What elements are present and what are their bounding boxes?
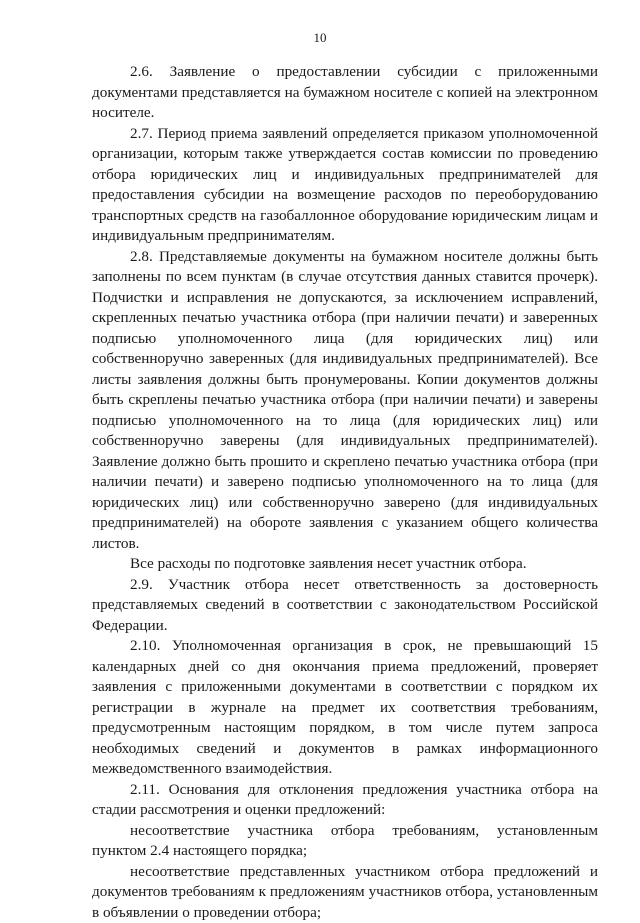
paragraph-2-8: 2.8. Представляемые документы на бумажном носителе должны быть заполнены по всем пунктам (в случае отсутствия данных ставится прочерк). Подчистки и исправления не допускаются, за исключением исправлений, скрепленных печатью участника отбора (при наличии печати) и заверенных подписью уполномоченного лица (для юридических лиц) или собственноручно заверенных (для индивидуальных предпринимателей). Все листы заявления должны быть пронумерованы. Копии документов должны быть скреплены печатью участника отбора (при наличии печати) и заверены подписью уполномоченного на то лица (для юридических лиц) или собственноручно заверены (для индивидуальных предпринимателей). Заявление должно быть прошито и скреплено печатью участника отбора (при наличии печати) и заверено подписью уполномоченного на то лица (для юридических лиц) или собственноручно заверено (для индивидуальных предпринимателей) на обороте заявления с указанием общего количества листов. [92,247,598,555]
paragraph-2-6: 2.6. Заявление о предоставлении субсидии с приложенными документами представляется на бумажном носителе с копией на электронном носителе. [92,62,598,124]
paragraph-2-9: 2.9. Участник отбора несет ответственность за достоверность представляемых сведений в соответствии с законодательством Российской Федерации. [92,575,598,637]
paragraph-2-10: 2.10. Уполномоченная организация в срок, не превышающий 15 календарных дней со дня окончания приема предложений, проверяет заявления с приложенными документами в соответствии с порядком их регистрации в журнале на предмет их соответствия требованиям, предусмотренным настоящим порядком, в том числе путем запроса необходимых сведений и документов в рамках информационного межведомственного взаимодействия. [92,636,598,780]
paragraph-rejection-reason-1: несоответствие участника отбора требованиям, установленным пунктом 2.4 настоящего порядка; [92,821,598,862]
paragraph-2-11: 2.11. Основания для отклонения предложения участника отбора на стадии рассмотрения и оценки предложений: [92,780,598,821]
paragraph-2-7: 2.7. Период приема заявлений определяется приказом уполномоченной организации, которым также утверждается состав комиссии по проведению отбора юридических лиц и индивидуальных предпринимателей для предоставления субсидии на возмещение расходов по переоборудованию транспортных средств на газобаллонное оборудование юридическим лицам и индивидуальным предпринимателям. [92,124,598,247]
page-number: 10 [0,30,640,46]
document-body [92,62,598,923]
paragraph-expenses: Все расходы по подготовке заявления несет участник отбора. [92,554,598,575]
paragraph-rejection-reason-2: несоответствие представленных участником отбора предложений и документов требованиям к предложениям участников отбора, установленным в объявлении о проведении отбора; [92,862,598,923]
